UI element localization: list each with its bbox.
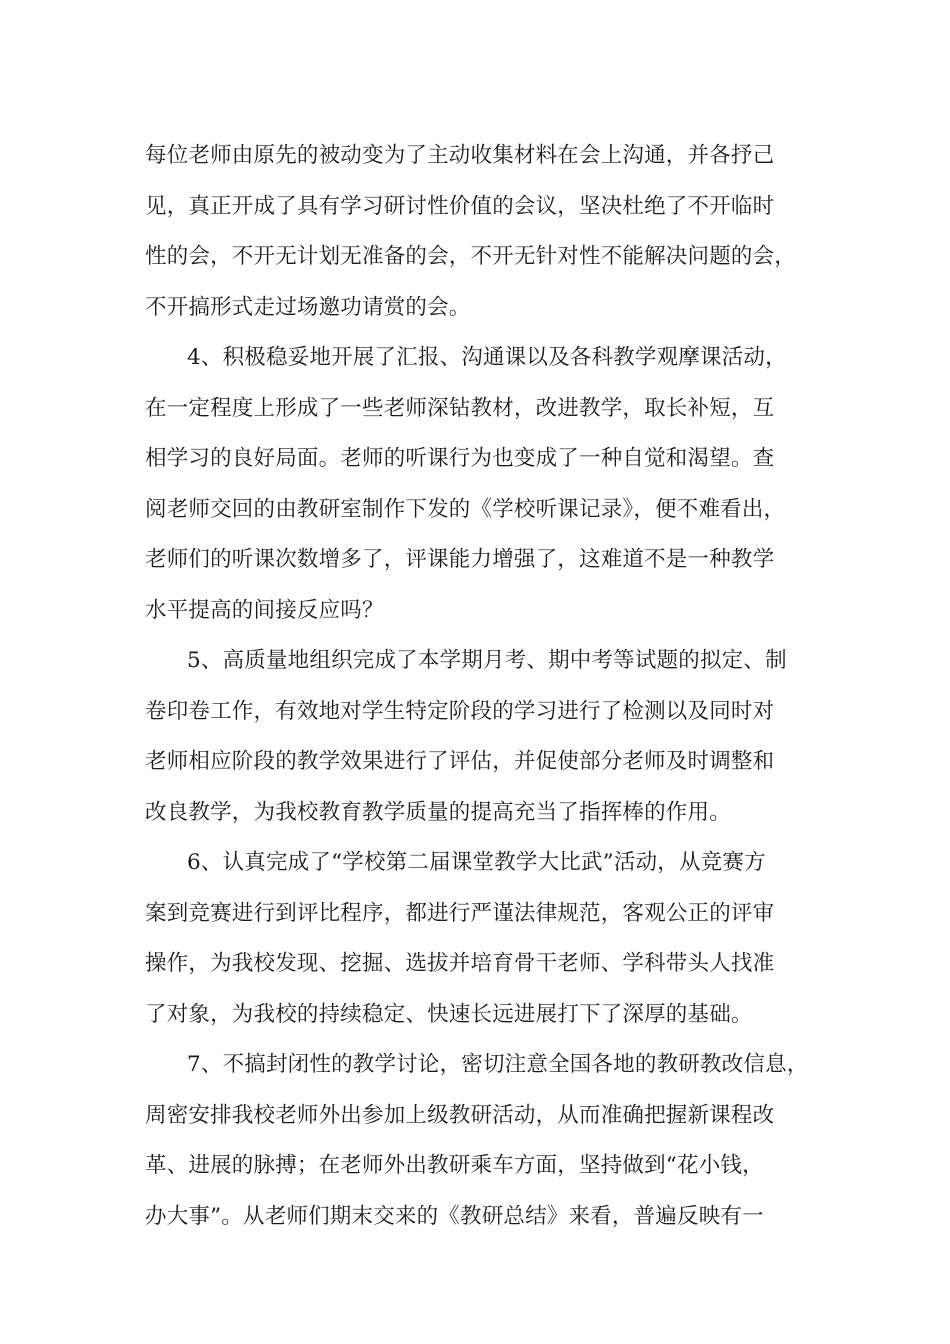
- text-line: 卷印卷工作，有效地对学生特定阶段的学习进行了检测以及同时对: [145, 698, 775, 724]
- text-line: 性的会，不开无计划无准备的会，不开无针对性不能解决问题的会，: [145, 244, 797, 269]
- text-line: 6、认真完成了“学校第二届课堂教学大比武”活动，从竞赛方: [187, 850, 766, 875]
- text-line: 操作，为我校发现、挖掘、选拔并培育骨干老师、学科带头人找准: [145, 951, 775, 976]
- text-line: 案到竞赛进行到评比程序，都进行严谨法律规范，客观公正的评审: [145, 900, 775, 926]
- text-line: 在一定程度上形成了一些老师深钻教材，改进教学，取长补短，互: [145, 395, 775, 421]
- paragraph-item-5: [145, 636, 825, 838]
- text-line: 见，真正开成了具有学习研讨性价值的会议，坚决杜绝了不开临时: [145, 193, 775, 219]
- paragraph-item-4: [145, 333, 825, 636]
- text-line: 老师们的听课次数增多了，评课能力增强了，这难道不是一种教学: [145, 547, 775, 572]
- paragraph-item-7: [145, 1040, 825, 1242]
- text-line: 水平提高的间接反应吗？: [145, 597, 384, 623]
- text-line: 5、高质量地组织完成了本学期月考、期中考等试题的拟定、制: [187, 648, 787, 673]
- text-line: 不开搞形式走过场邀功请赏的会。: [145, 294, 471, 320]
- text-line: 了对象，为我校的持续稳定、快速长远进展打下了深厚的基础。: [145, 1001, 753, 1027]
- paragraph-item-6: [145, 838, 825, 1040]
- text-line: 4、积极稳妥地开展了汇报、沟通课以及各科教学观摩课活动，: [187, 345, 787, 370]
- text-line: 革、进展的脉搏；在老师外出教研乘车方面，坚持做到“花小钱，: [145, 1153, 764, 1178]
- document-body: [145, 131, 825, 1242]
- text-line: 办大事”。从老师们期末交来的《教研总结》来看，普遍反映有一: [145, 1203, 764, 1229]
- text-line: 周密安排我校老师外出参加上级教研活动，从而准确把握新课程改: [145, 1102, 775, 1128]
- text-line: 改良教学，为我校教育教学质量的提高充当了指挥棒的作用。: [145, 799, 731, 825]
- text-line: 每位老师由原先的被动变为了主动收集材料在会上沟通，并各抒己: [145, 143, 775, 168]
- text-line: 老师相应阶段的教学效果进行了评估，并促使部分老师及时调整和: [145, 749, 775, 774]
- text-line: 7、不搞封闭性的教学讨论，密切注意全国各地的教研教改信息，: [187, 1052, 809, 1077]
- text-line: 阅老师交回的由教研室制作下发的《学校听课记录》，便不难看出，: [145, 496, 786, 522]
- paragraph-continuation: [145, 131, 825, 333]
- text-line: 相学习的良好局面。老师的听课行为也变成了一种自觉和渴望。查: [145, 446, 775, 471]
